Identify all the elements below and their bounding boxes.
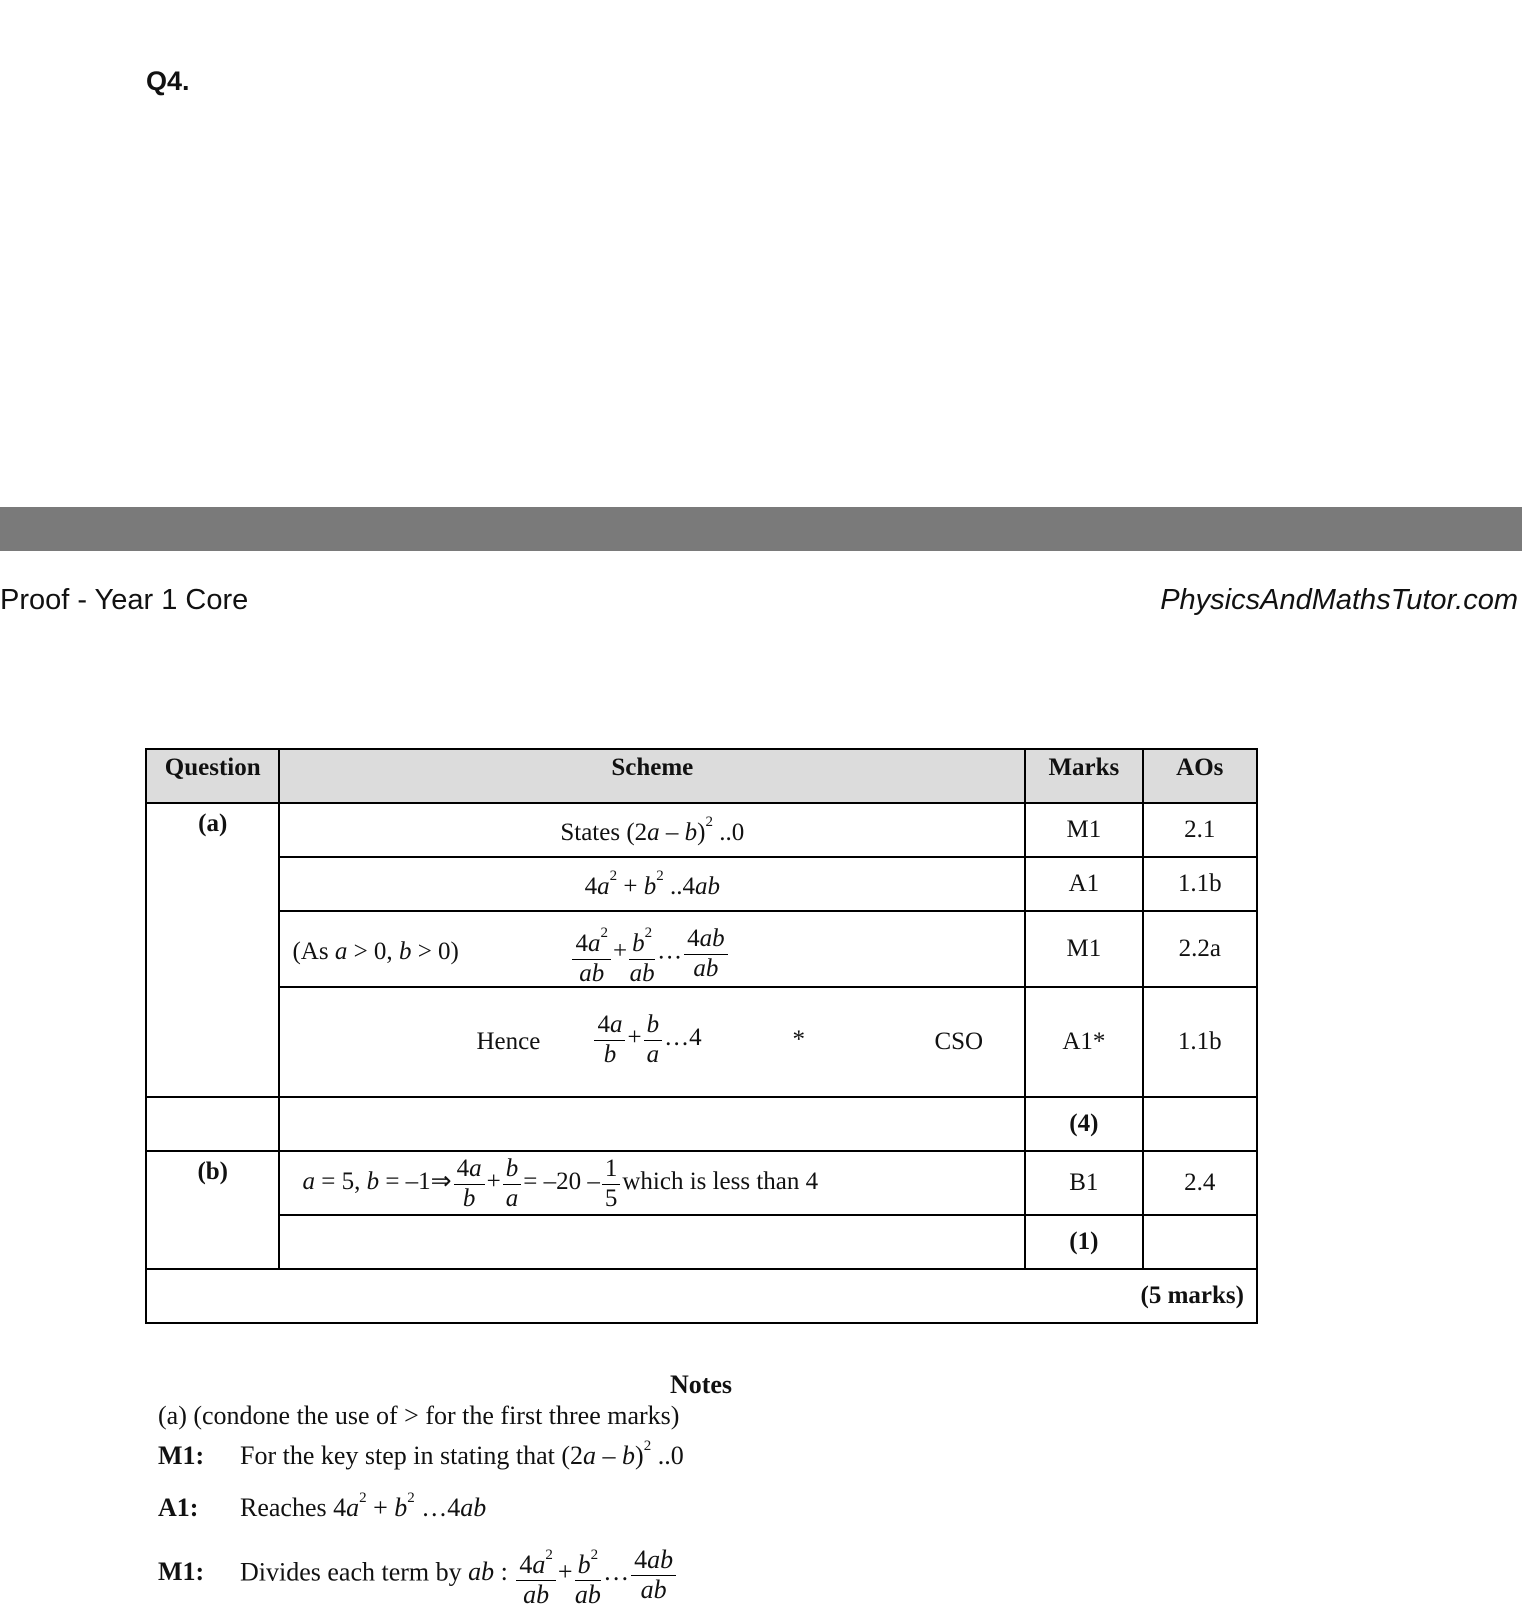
note-text: Divides each term by xyxy=(240,1557,462,1587)
scheme-counterexample xyxy=(279,1151,1025,1215)
header-scheme: Scheme xyxy=(279,749,1025,803)
note-label: A1: xyxy=(158,1493,199,1522)
mark-value: B1 xyxy=(1025,1151,1142,1215)
cso-note: CSO xyxy=(934,1028,984,1055)
note-text: For the key step in stating that xyxy=(240,1441,555,1470)
ao-value: 2.4 xyxy=(1143,1151,1257,1215)
empty-cell xyxy=(146,1097,279,1151)
question-number: Q4. xyxy=(146,66,190,96)
ao-value: 1.1b xyxy=(1143,987,1257,1097)
notes-a1-line xyxy=(158,1490,486,1523)
scheme-conclusion: which is less than 4 xyxy=(622,1168,819,1196)
math-expression: $\frac{4a^2}{ab}$ + $\frac{b^2}{ab}$ … $\frac{4ab}{ab}$ xyxy=(570,918,729,988)
table-row xyxy=(146,987,1257,1097)
header-question: Question xyxy=(146,749,279,803)
scheme-expansion xyxy=(279,857,1025,911)
page-divider-band xyxy=(0,507,1522,551)
ao-value: 1.1b xyxy=(1143,857,1257,911)
header-topic: Proof - Year 1 Core xyxy=(0,584,249,616)
math-expression: $4a^2 + b^2$ ..4ab xyxy=(584,867,720,900)
scheme-hence-label: Hence xyxy=(476,1028,541,1055)
header-aos: AOs xyxy=(1143,749,1257,803)
part-b-label: (b) xyxy=(146,1151,279,1269)
notes-title: Notes xyxy=(669,1370,733,1399)
table-row xyxy=(146,857,1257,911)
header-site: PhysicsAndMathsTutor.com xyxy=(1160,584,1518,616)
ao-value xyxy=(1143,1097,1257,1151)
table-row xyxy=(146,1215,1257,1269)
subtotal-b: (1) xyxy=(1025,1215,1142,1269)
mark-scheme-table xyxy=(145,748,1258,1324)
header-marks: Marks xyxy=(1025,749,1142,803)
scheme-condition: (As a > 0, b > 0) xyxy=(292,938,459,965)
mark-value: M1 xyxy=(1025,803,1142,857)
subtotal-a: (4) xyxy=(1025,1097,1142,1151)
table-header-row xyxy=(146,749,1257,803)
math-expression: (2a – b)$^2$ ..0 xyxy=(626,813,745,846)
note-label: M1: xyxy=(158,1441,205,1470)
table-row xyxy=(146,911,1257,987)
notes-m1b-line xyxy=(158,1540,678,1609)
empty-cell xyxy=(279,1097,1025,1151)
mark-value: M1 xyxy=(1025,911,1142,987)
scheme-prefix: States xyxy=(560,818,621,846)
table-row xyxy=(146,1097,1257,1151)
table-row xyxy=(146,803,1257,857)
total-marks: (5 marks) xyxy=(146,1269,1257,1323)
math-expression: ab : $\frac{4a^2}{ab}$ + $\frac{b^2}{ab}$ … $\frac{4ab}{ab}$ xyxy=(468,1557,678,1586)
math-expression: $4a^2 + b^2$ …4ab xyxy=(333,1490,487,1522)
notes-intro: (a) (condone the use of > for the first three marks) xyxy=(158,1401,680,1430)
mark-value: A1 xyxy=(1025,857,1142,911)
part-a-label: (a) xyxy=(146,803,279,1097)
note-label: M1: xyxy=(158,1557,205,1587)
note-text: Reaches xyxy=(240,1493,327,1522)
table-row xyxy=(146,1151,1257,1215)
scheme-divide xyxy=(279,911,1025,987)
scheme-hence xyxy=(279,987,1025,1097)
math-expression: (2a – b)$^2$ ..0 xyxy=(561,1438,684,1470)
ao-value: 2.1 xyxy=(1143,803,1257,857)
math-expression: a = 5, b = –1⇒ $\frac{4a}{b}$ + $\frac{b}{a}$ = –20 – $\frac{1}{5}$ which is less than 4 xyxy=(302,1155,819,1212)
math-expression: $\frac{4a}{b}$ + $\frac{b}{a}$ …4 xyxy=(592,1010,701,1069)
table-total-row xyxy=(146,1269,1257,1323)
empty-cell xyxy=(279,1215,1025,1269)
mark-value: A1* xyxy=(1025,987,1142,1097)
scheme-states xyxy=(279,803,1025,857)
notes-m1-line xyxy=(158,1438,684,1471)
ao-value: 2.2a xyxy=(1143,911,1257,987)
given-answer-star: * xyxy=(792,1026,805,1053)
ao-value xyxy=(1143,1215,1257,1269)
